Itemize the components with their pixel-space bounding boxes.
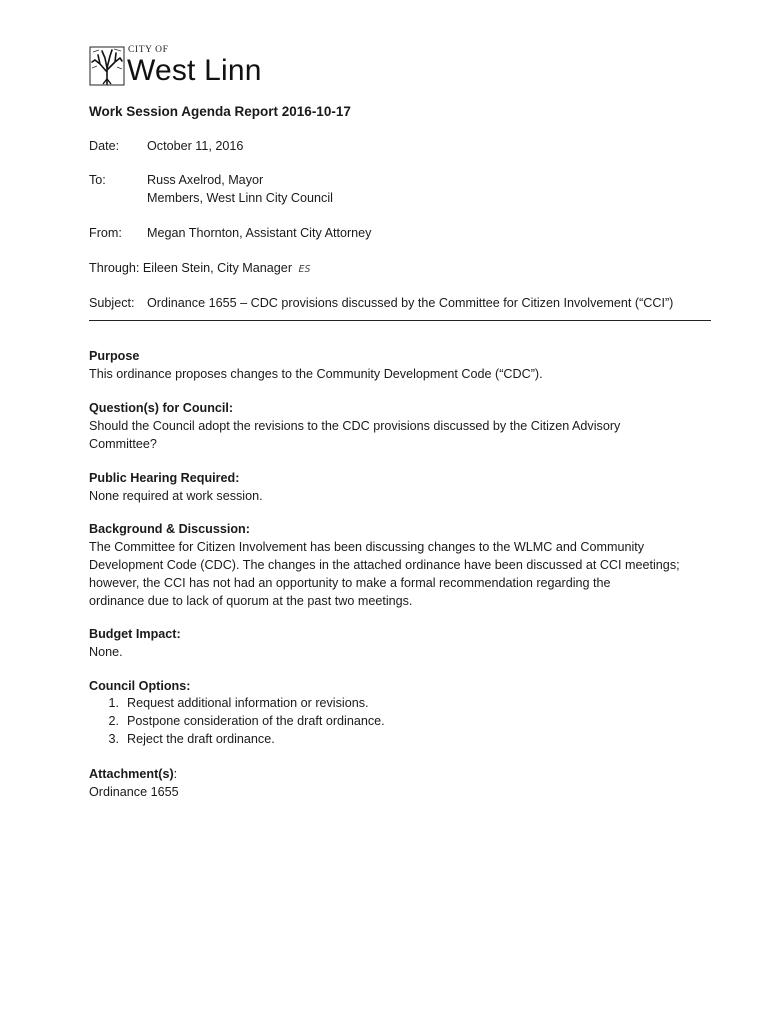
budget-heading: Budget Impact: xyxy=(89,627,181,641)
hearing-heading: Public Hearing Required: xyxy=(89,471,240,485)
purpose-heading: Purpose xyxy=(89,349,140,363)
to-line-1: Russ Axelrod, Mayor xyxy=(147,173,264,187)
background-line-3: however, the CCI has not had an opportunity to make a formal recommendation regarding the xyxy=(89,576,611,590)
header-divider xyxy=(89,320,711,321)
to-row-2 xyxy=(89,189,333,207)
logo-city-of: CITY OF xyxy=(128,45,169,55)
questions-line-1: Should the Council adopt the revisions to the CDC provisions discussed by the Citizen Advisory xyxy=(89,419,621,433)
option-number: 2. xyxy=(108,714,119,728)
background-heading: Background & Discussion: xyxy=(89,522,250,536)
subject-row xyxy=(89,294,674,312)
hearing-line: None required at work session. xyxy=(89,489,263,503)
options-heading: Council Options: xyxy=(89,679,191,693)
list-item xyxy=(89,712,385,730)
tree-logo-icon xyxy=(89,46,125,86)
date-label: Date: xyxy=(89,139,120,153)
questions-text xyxy=(89,417,689,453)
background-line-2: Development Code (CDC). The changes in the attached ordinance have been discussed at CCI meetings; xyxy=(89,558,680,572)
attachments-text xyxy=(89,783,689,801)
option-number: 1. xyxy=(108,696,119,710)
option-text: Request additional information or revisions. xyxy=(127,696,369,710)
attachment-item: Ordinance 1655 xyxy=(89,785,179,799)
list-item xyxy=(89,730,385,748)
background-text xyxy=(89,538,689,610)
purpose-line: This ordinance proposes changes to the Community Development Code (“CDC”). xyxy=(89,367,543,381)
through-label: Through: xyxy=(89,261,140,275)
through-row xyxy=(89,259,311,279)
to-line-2: Members, West Linn City Council xyxy=(147,191,333,205)
date-row xyxy=(89,137,244,155)
option-text: Postpone consideration of the draft ordinance. xyxy=(127,714,385,728)
questions-heading: Question(s) for Council: xyxy=(89,401,234,415)
background-line-4: ordinance due to lack of quorum at the past two meetings. xyxy=(89,594,413,608)
budget-text xyxy=(89,643,689,661)
manager-initials: ES xyxy=(298,264,311,275)
attachments-heading-text: Attachment(s) xyxy=(89,767,174,781)
to-row xyxy=(89,171,264,189)
subject-label: Subject: xyxy=(89,296,135,310)
from-row xyxy=(89,224,372,242)
subject-value: Ordinance 1655 – CDC provisions discussed by the Committee for Citizen Involvement (“CCI”) xyxy=(147,296,674,310)
city-logo xyxy=(89,44,309,90)
date-value: October 11, 2016 xyxy=(147,139,244,153)
questions-line-2: Committee? xyxy=(89,437,157,451)
budget-line: None. xyxy=(89,645,123,659)
from-value: Megan Thornton, Assistant City Attorney xyxy=(147,226,372,240)
options-list xyxy=(89,694,385,748)
background-line-1: The Committee for Citizen Involvement has been discussing changes to the WLMC and Community xyxy=(89,540,645,554)
through-value: Eileen Stein, City Manager xyxy=(142,261,293,275)
logo-city-name: West Linn xyxy=(127,54,262,87)
to-label: To: xyxy=(89,173,106,187)
attachments-colon: : xyxy=(173,767,178,781)
purpose-text xyxy=(89,365,689,383)
option-text: Reject the draft ordinance. xyxy=(127,732,275,746)
report-title: Work Session Agenda Report 2016-10-17 xyxy=(89,104,351,119)
attachments-heading xyxy=(89,765,177,783)
from-label: From: xyxy=(89,226,122,240)
list-item xyxy=(89,694,385,712)
hearing-text xyxy=(89,487,689,505)
option-number: 3. xyxy=(108,732,119,746)
